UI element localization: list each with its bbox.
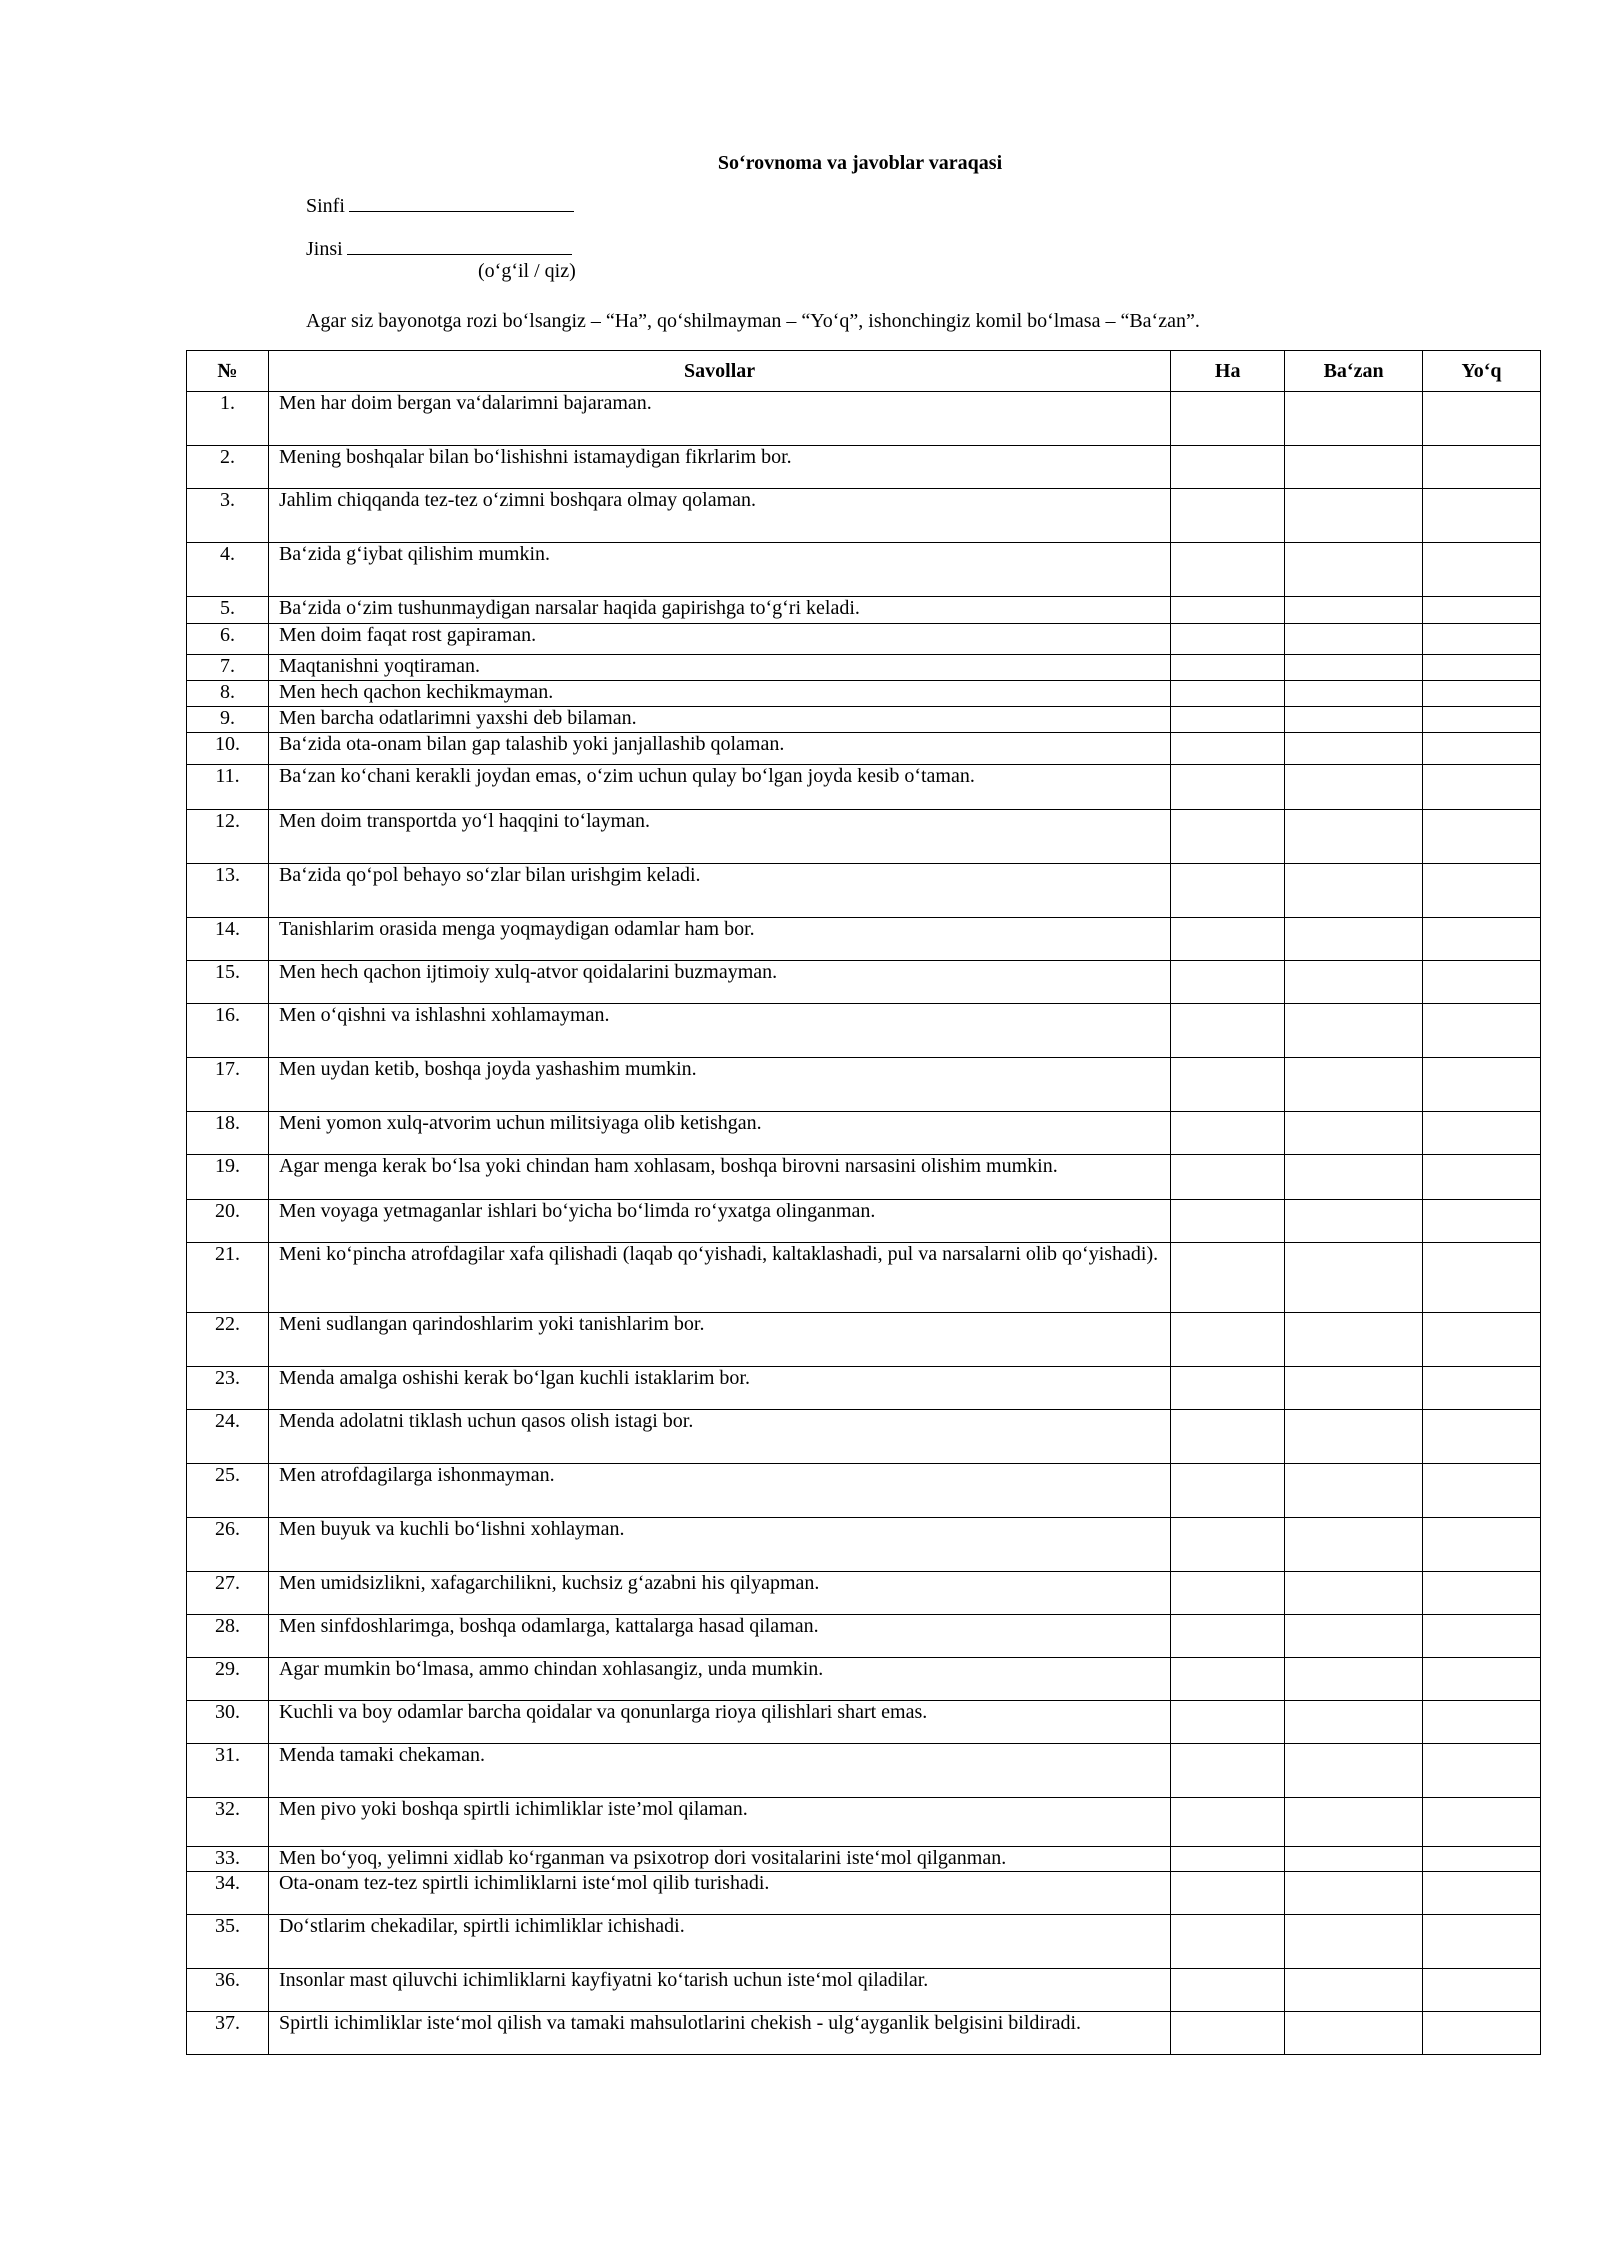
question-text: Jahlim chiqqanda tez-tez o‘zimni boshqara olmay qolaman. [268,489,1170,543]
answer-no-cell[interactable] [1423,1518,1541,1572]
table-row [187,961,1541,1004]
answer-sometimes-cell[interactable] [1285,1744,1423,1798]
question-text: Men atrofdagilarga ishonmayman. [268,1464,1170,1518]
question-number: 4. [187,543,269,597]
gender-field [306,236,572,261]
answer-no-cell[interactable] [1423,810,1541,864]
answer-yes-cell[interactable] [1171,1367,1285,1410]
table-row [187,1112,1541,1155]
question-text: Ba‘zida qo‘pol behayo so‘zlar bilan urishgim keladi. [268,864,1170,918]
table-row [187,624,1541,655]
question-number: 18. [187,1112,269,1155]
question-number: 37. [187,2012,269,2055]
answer-yes-cell[interactable] [1171,1410,1285,1464]
question-number: 5. [187,597,269,624]
table-row [187,1367,1541,1410]
answer-no-cell[interactable] [1423,765,1541,810]
question-number: 28. [187,1615,269,1658]
table-row [187,446,1541,489]
question-text: Spirtli ichimliklar iste‘mol qilish va tamaki mahsulotlarini chekish - ulg‘ayganlik belgisini bildiradi. [268,2012,1170,2055]
question-number: 35. [187,1915,269,1969]
answer-no-cell[interactable] [1423,1367,1541,1410]
question-number: 17. [187,1058,269,1112]
answer-sometimes-cell[interactable] [1285,1518,1423,1572]
answer-sometimes-cell[interactable] [1285,707,1423,733]
question-text: Men pivo yoki boshqa spirtli ichimliklar iste’mol qilaman. [268,1798,1170,1847]
question-number: 6. [187,624,269,655]
answer-no-cell[interactable] [1423,1112,1541,1155]
answer-yes-cell[interactable] [1171,1744,1285,1798]
header-yes: Ha [1171,351,1285,392]
answer-no-cell[interactable] [1423,1572,1541,1615]
answer-sometimes-cell[interactable] [1285,1410,1423,1464]
table-row [187,1969,1541,2012]
answer-sometimes-cell[interactable] [1285,392,1423,446]
table-row [187,810,1541,864]
table-row [187,392,1541,446]
question-number: 23. [187,1367,269,1410]
question-text: Ba‘zan ko‘chani kerakli joydan emas, o‘zim uchun qulay bo‘lgan joyda kesib o‘taman. [268,765,1170,810]
question-number: 9. [187,707,269,733]
answer-sometimes-cell[interactable] [1285,1658,1423,1701]
question-text: Mening boshqalar bilan bo‘lishishni istamaydigan fikrlarim bor. [268,446,1170,489]
table-row [187,1701,1541,1744]
question-number: 33. [187,1847,269,1872]
question-text: Menda amalga oshishi kerak bo‘lgan kuchli istaklarim bor. [268,1367,1170,1410]
question-text: Men buyuk va kuchli bo‘lishni xohlayman. [268,1518,1170,1572]
question-text: Ba‘zida ota-onam bilan gap talashib yoki janjallashib qolaman. [268,733,1170,765]
answer-no-cell[interactable] [1423,543,1541,597]
answer-yes-cell[interactable] [1171,446,1285,489]
table-row [187,765,1541,810]
answer-no-cell[interactable] [1423,1615,1541,1658]
question-text: Men doim faqat rost gapiraman. [268,624,1170,655]
answer-sometimes-cell[interactable] [1285,1243,1423,1313]
answer-no-cell[interactable] [1423,2012,1541,2055]
answer-sometimes-cell[interactable] [1285,918,1423,961]
answer-yes-cell[interactable] [1171,1464,1285,1518]
answer-sometimes-cell[interactable] [1285,1915,1423,1969]
answer-sometimes-cell[interactable] [1285,655,1423,681]
answer-yes-cell[interactable] [1171,918,1285,961]
answer-yes-cell[interactable] [1171,1798,1285,1847]
question-text: Tanishlarim orasida menga yoqmaydigan odamlar ham bor. [268,918,1170,961]
table-row [187,1313,1541,1367]
table-row [187,1243,1541,1313]
answer-sometimes-cell[interactable] [1285,1701,1423,1744]
question-number: 34. [187,1872,269,1915]
question-text: Men barcha odatlarimni yaxshi deb bilaman. [268,707,1170,733]
answer-yes-cell[interactable] [1171,1200,1285,1243]
answer-no-cell[interactable] [1423,1798,1541,1847]
answer-sometimes-cell[interactable] [1285,2012,1423,2055]
answer-no-cell[interactable] [1423,1872,1541,1915]
answer-sometimes-cell[interactable] [1285,1615,1423,1658]
answer-sometimes-cell[interactable] [1285,1572,1423,1615]
answer-no-cell[interactable] [1423,1004,1541,1058]
answer-no-cell[interactable] [1423,681,1541,707]
question-number: 19. [187,1155,269,1200]
question-text: Menda adolatni tiklash uchun qasos olish istagi bor. [268,1410,1170,1464]
answer-no-cell[interactable] [1423,1744,1541,1798]
answer-yes-cell[interactable] [1171,707,1285,733]
question-number: 13. [187,864,269,918]
answer-yes-cell[interactable] [1171,1915,1285,1969]
answer-yes-cell[interactable] [1171,597,1285,624]
answer-no-cell[interactable] [1423,597,1541,624]
answer-no-cell[interactable] [1423,392,1541,446]
table-row [187,655,1541,681]
question-text: Men hech qachon kechikmayman. [268,681,1170,707]
table-row [187,1744,1541,1798]
answer-yes-cell[interactable] [1171,1058,1285,1112]
answer-sometimes-cell[interactable] [1285,1155,1423,1200]
question-number: 14. [187,918,269,961]
question-number: 31. [187,1744,269,1798]
answer-sometimes-cell[interactable] [1285,765,1423,810]
table-row [187,1518,1541,1572]
table-row [187,597,1541,624]
answer-sometimes-cell[interactable] [1285,1058,1423,1112]
answer-yes-cell[interactable] [1171,489,1285,543]
answer-no-cell[interactable] [1423,918,1541,961]
question-text: Menda tamaki chekaman. [268,1744,1170,1798]
answer-no-cell[interactable] [1423,1847,1541,1872]
answer-no-cell[interactable] [1423,707,1541,733]
answer-no-cell[interactable] [1423,1701,1541,1744]
question-text: Meni yomon xulq-atvorim uchun militsiyaga olib ketishgan. [268,1112,1170,1155]
answer-sometimes-cell[interactable] [1285,810,1423,864]
answer-sometimes-cell[interactable] [1285,543,1423,597]
answer-yes-cell[interactable] [1171,1243,1285,1313]
question-number: 22. [187,1313,269,1367]
page-title: So‘rovnoma va javoblar varaqasi [717,152,1003,174]
header-number: № [187,351,269,392]
answer-yes-cell[interactable] [1171,392,1285,446]
answer-no-cell[interactable] [1423,1155,1541,1200]
answer-no-cell[interactable] [1423,1915,1541,1969]
answer-yes-cell[interactable] [1171,864,1285,918]
answer-no-cell[interactable] [1423,961,1541,1004]
table-row [187,1572,1541,1615]
table-row [187,918,1541,961]
answer-no-cell[interactable] [1423,446,1541,489]
question-text: Do‘stlarim chekadilar, spirtli ichimliklar ichishadi. [268,1915,1170,1969]
table-row [187,1410,1541,1464]
question-text: Men doim transportda yo‘l haqqini to‘layman. [268,810,1170,864]
answer-sometimes-cell[interactable] [1285,1847,1423,1872]
answer-yes-cell[interactable] [1171,1847,1285,1872]
answer-no-cell[interactable] [1423,733,1541,765]
class-field [306,193,574,218]
question-number: 16. [187,1004,269,1058]
answer-yes-cell[interactable] [1171,2012,1285,2055]
class-label: Sinfi [306,195,345,217]
answer-no-cell[interactable] [1423,1243,1541,1313]
question-text: Meni sudlangan qarindoshlarim yoki tanishlarim bor. [268,1313,1170,1367]
gender-label: Jinsi [306,238,343,260]
class-blank-line[interactable] [349,193,574,212]
answer-sometimes-cell[interactable] [1285,681,1423,707]
answer-sometimes-cell[interactable] [1285,864,1423,918]
survey-table [186,350,1541,2055]
table-row [187,1058,1541,1112]
table-row [187,1200,1541,1243]
answer-yes-cell[interactable] [1171,655,1285,681]
answer-no-cell[interactable] [1423,1313,1541,1367]
answer-no-cell[interactable] [1423,1058,1541,1112]
table-row [187,1847,1541,1872]
answer-sometimes-cell[interactable] [1285,1200,1423,1243]
answer-yes-cell[interactable] [1171,1572,1285,1615]
answer-sometimes-cell[interactable] [1285,446,1423,489]
question-number: 21. [187,1243,269,1313]
question-text: Meni ko‘pincha atrofdagilar xafa qilishadi (laqab qo‘yishadi, kaltaklashadi, pul va narsalarni olib qo‘yishadi). [268,1243,1170,1313]
header-sometimes: Ba‘zan [1285,351,1423,392]
question-number: 29. [187,1658,269,1701]
question-number: 26. [187,1518,269,1572]
table-row [187,1155,1541,1200]
table-row [187,2012,1541,2055]
instruction-text: Agar siz bayonotga rozi bo‘lsangiz – “Ha”, qo‘shilmayman – “Yo‘q”, ishonchingiz komil bo‘lmasa – “Ba‘zan”. [306,310,1200,332]
question-text: Ba‘zida g‘iybat qilishim mumkin. [268,543,1170,597]
question-text: Ota-onam tez-tez spirtli ichimliklarni iste‘mol qilib turishadi. [268,1872,1170,1915]
question-text: Maqtanishni yoqtiraman. [268,655,1170,681]
question-number: 7. [187,655,269,681]
answer-sometimes-cell[interactable] [1285,624,1423,655]
answer-yes-cell[interactable] [1171,1004,1285,1058]
question-text: Agar menga kerak bo‘lsa yoki chindan ham xohlasam, boshqa birovni narsasini olishim mumkin. [268,1155,1170,1200]
question-number: 36. [187,1969,269,2012]
answer-yes-cell[interactable] [1171,1615,1285,1658]
answer-yes-cell[interactable] [1171,1155,1285,1200]
question-number: 32. [187,1798,269,1847]
answer-sometimes-cell[interactable] [1285,733,1423,765]
answer-yes-cell[interactable] [1171,1112,1285,1155]
answer-yes-cell[interactable] [1171,1872,1285,1915]
table-row [187,1004,1541,1058]
table-row [187,489,1541,543]
answer-sometimes-cell[interactable] [1285,1872,1423,1915]
answer-no-cell[interactable] [1423,1969,1541,2012]
question-number: 27. [187,1572,269,1615]
answer-sometimes-cell[interactable] [1285,1313,1423,1367]
question-number: 15. [187,961,269,1004]
answer-no-cell[interactable] [1423,655,1541,681]
question-text: Men bo‘yoq, yelimni xidlab ko‘rganman va psixotrop dori vositalarini iste‘mol qilganman. [268,1847,1170,1872]
question-number: 1. [187,392,269,446]
answer-sometimes-cell[interactable] [1285,1798,1423,1847]
answer-yes-cell[interactable] [1171,1969,1285,2012]
question-text: Men umidsizlikni, xafagarchilikni, kuchsiz g‘azabni his qilyapman. [268,1572,1170,1615]
answer-sometimes-cell[interactable] [1285,1112,1423,1155]
answer-sometimes-cell[interactable] [1285,597,1423,624]
answer-sometimes-cell[interactable] [1285,1004,1423,1058]
answer-sometimes-cell[interactable] [1285,1464,1423,1518]
answer-yes-cell[interactable] [1171,1518,1285,1572]
table-row [187,1464,1541,1518]
answer-no-cell[interactable] [1423,1200,1541,1243]
answer-yes-cell[interactable] [1171,961,1285,1004]
question-text: Agar mumkin bo‘lmasa, ammo chindan xohlasangiz, unda mumkin. [268,1658,1170,1701]
question-text: Men voyaga yetmaganlar ishlari bo‘yicha bo‘limda ro‘yxatga olinganman. [268,1200,1170,1243]
gender-hint: (o‘g‘il / qiz) [478,260,576,282]
table-header-row [187,351,1541,392]
answer-yes-cell[interactable] [1171,543,1285,597]
question-text: Men hech qachon ijtimoiy xulq-atvor qoidalarini buzmayman. [268,961,1170,1004]
answer-yes-cell[interactable] [1171,681,1285,707]
answer-no-cell[interactable] [1423,1464,1541,1518]
table-row [187,707,1541,733]
table-row [187,681,1541,707]
answer-no-cell[interactable] [1423,624,1541,655]
question-number: 25. [187,1464,269,1518]
question-text: Men uydan ketib, boshqa joyda yashashim mumkin. [268,1058,1170,1112]
table-row [187,733,1541,765]
question-text: Kuchli va boy odamlar barcha qoidalar va qonunlarga rioya qilishlari shart emas. [268,1701,1170,1744]
table-row [187,1658,1541,1701]
question-number: 24. [187,1410,269,1464]
table-row [187,1615,1541,1658]
question-number: 11. [187,765,269,810]
answer-no-cell[interactable] [1423,489,1541,543]
table-row [187,1915,1541,1969]
question-number: 3. [187,489,269,543]
answer-sometimes-cell[interactable] [1285,1969,1423,2012]
header-no: Yo‘q [1423,351,1541,392]
answer-sometimes-cell[interactable] [1285,961,1423,1004]
answer-yes-cell[interactable] [1171,810,1285,864]
answer-no-cell[interactable] [1423,1410,1541,1464]
answer-no-cell[interactable] [1423,864,1541,918]
answer-sometimes-cell[interactable] [1285,489,1423,543]
question-text: Insonlar mast qiluvchi ichimliklarni kayfiyatni ko‘tarish uchun iste‘mol qiladilar. [268,1969,1170,2012]
question-text: Men har doim bergan va‘dalarimni bajaraman. [268,392,1170,446]
answer-sometimes-cell[interactable] [1285,1367,1423,1410]
table-row [187,543,1541,597]
answer-yes-cell[interactable] [1171,733,1285,765]
question-text: Men o‘qishni va ishlashni xohlamayman. [268,1004,1170,1058]
question-text: Men sinfdoshlarimga, boshqa odamlarga, kattalarga hasad qilaman. [268,1615,1170,1658]
question-number: 20. [187,1200,269,1243]
table-row [187,1798,1541,1847]
answer-yes-cell[interactable] [1171,624,1285,655]
table-row [187,1872,1541,1915]
question-number: 2. [187,446,269,489]
answer-yes-cell[interactable] [1171,1658,1285,1701]
answer-yes-cell[interactable] [1171,1701,1285,1744]
question-number: 12. [187,810,269,864]
gender-blank-line[interactable] [347,236,572,255]
answer-yes-cell[interactable] [1171,1313,1285,1367]
answer-no-cell[interactable] [1423,1658,1541,1701]
question-number: 30. [187,1701,269,1744]
header-questions: Savollar [268,351,1170,392]
question-number: 10. [187,733,269,765]
question-text: Ba‘zida o‘zim tushunmaydigan narsalar haqida gapirishga to‘g‘ri keladi. [268,597,1170,624]
question-number: 8. [187,681,269,707]
table-row [187,864,1541,918]
answer-yes-cell[interactable] [1171,765,1285,810]
